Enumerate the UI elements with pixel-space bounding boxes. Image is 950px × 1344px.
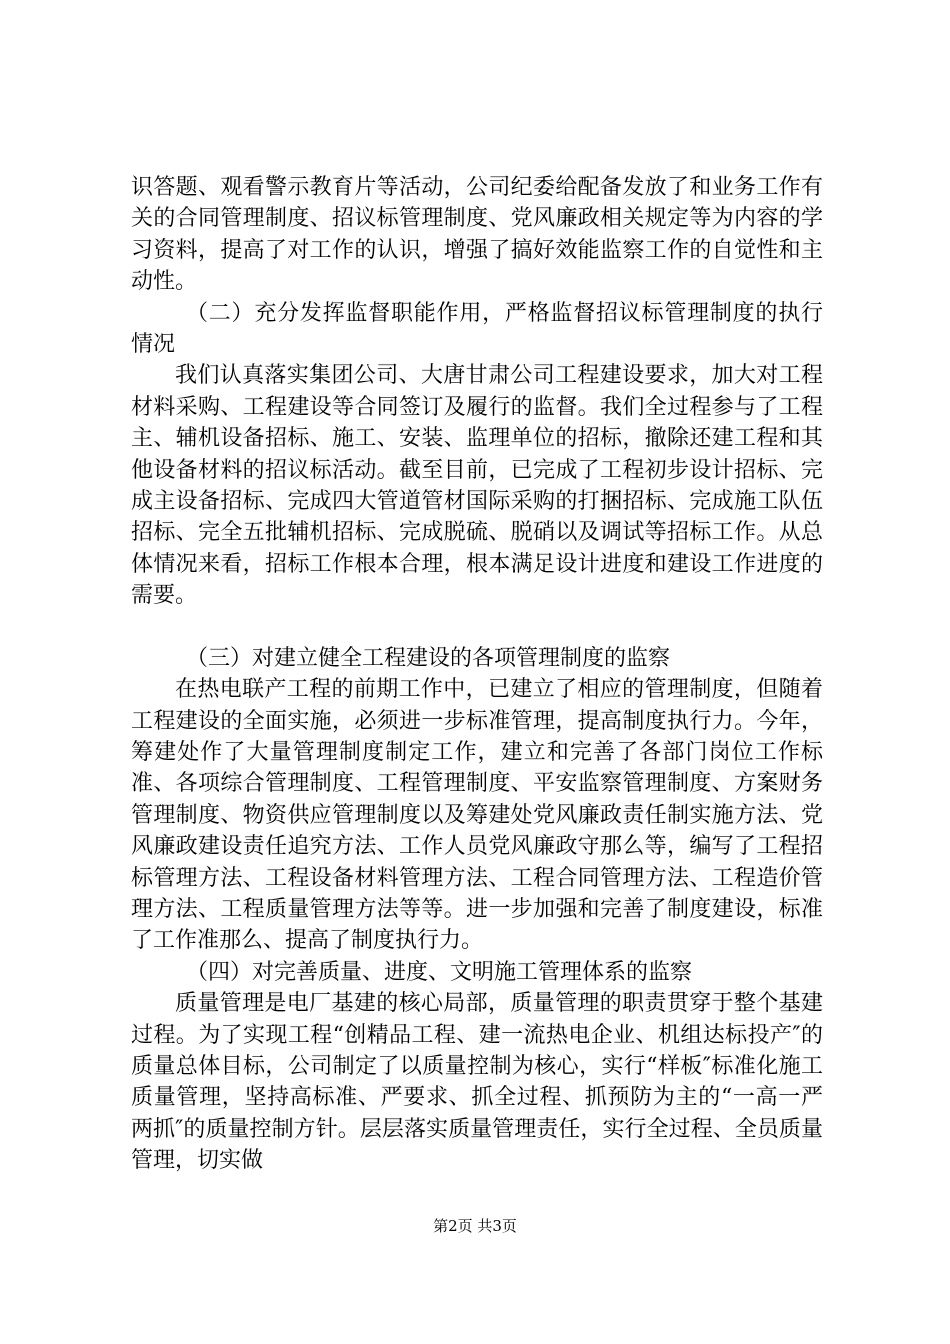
section-heading-4: （四）对完善质量、进度、文明施工管理体系的监察 — [186, 959, 693, 985]
paragraph-gap — [131, 612, 823, 643]
paragraph-management-systems: 在热电联产工程的前期工作中，已建立了相应的管理制度，但随着工程建设的全面实施，必须进一步标准管理，提高制度执行力。今年，筹建处作了大量管理制度制定工作，建立和完善了各部门岗位工作标准、各项综合管理制度、工程管理制度、平安监察管理制度、方案财务管理制度、物资供应管理制度以及筹建处党风廉政责任制实施方法、党风廉政建设责任追究方法、工作人员党风廉政守那么等，编写了工程招标管理方法、工程设备材料管理方法、工程合同管理方法、工程造价管理方法、工程质量管理方法等等。进一步加强和完善了制度建设，标准了工作准那么、提高了制度执行力。 — [131, 677, 823, 954]
paragraph-quality-management: 质量管理是电厂基建的核心局部，质量管理的职责贯穿于整个基建过程。为了实现工程“创精品工程、建一流热电企业、机组达标投产″的质量总体目标，公司制定了以质量控制为核心，实行“样板″标准化施工质量管理，坚持高标准、严要求、抓全过程、抓预防为主的“一高一严两抓″的质量控制方针。层层落实质量管理责任，实行全过程、全员质量管理，切实做 — [131, 991, 823, 1174]
section-heading-3: （三）对建立健全工程建设的各项管理制度的监察 — [186, 645, 671, 671]
section-heading-2: （二）充分发挥监督职能作用，严格监督招议标管理制度的执行情况 — [131, 300, 823, 358]
page-footer: 第2页 共3页 — [433, 1217, 517, 1235]
paragraph-continued: 识答题、观看警示教育片等活动，公司纪委给配备发放了和业务工作有关的合同管理制度、招议标管理制度、党风廉政相关规定等为内容的学习资料，提高了对工作的认识，增强了搞好效能监察工作的自觉性和主动性。 — [131, 175, 823, 295]
paragraph-bidding-supervision: 我们认真落实集团公司、大唐甘肃公司工程建设要求，加大对工程材料采购、工程建设等合同签订及履行的监督。我们全过程参与了工程主、辅机设备招标、施工、安装、监理单位的招标，撤除还建工程和其他设备材料的招议标活动。截至目前，已完成了工程初步设计招标、完成主设备招标、完成四大管道管材国际采购的打捆招标、完成施工队伍招标、完全五批辅机招标、完成脱硫、脱硝以及调试等招标工作。从总体情况来看，招标工作根本合理，根本满足设计进度和建设工作进度的需要。 — [131, 363, 823, 609]
document-body — [131, 172, 823, 1177]
